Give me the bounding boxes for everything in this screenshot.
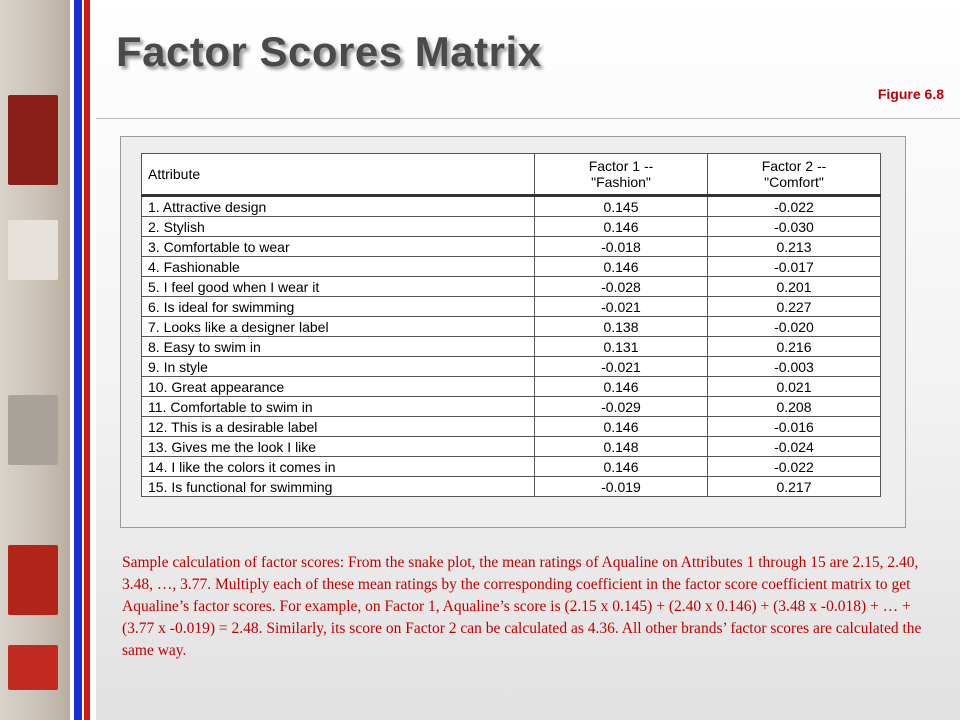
attribute-cell: 2. Stylish xyxy=(142,217,535,237)
decorative-image xyxy=(8,645,58,690)
factor2-cell: -0.022 xyxy=(708,457,881,477)
factor1-cell: 0.146 xyxy=(535,377,708,397)
attribute-cell: 11. Comfortable to swim in xyxy=(142,397,535,417)
factor2-cell: -0.016 xyxy=(708,417,881,437)
factor2-cell: 0.201 xyxy=(708,277,881,297)
factor2-cell: 0.208 xyxy=(708,397,881,417)
factor1-cell: 0.146 xyxy=(535,257,708,277)
divider xyxy=(96,118,960,119)
attribute-cell: 8. Easy to swim in xyxy=(142,337,535,357)
factor2-cell: -0.003 xyxy=(708,357,881,377)
decorative-image xyxy=(8,395,58,465)
slide-content xyxy=(96,0,960,720)
table-body xyxy=(142,196,881,497)
factor-scores-table xyxy=(141,153,881,497)
factor1-cell: 0.146 xyxy=(535,417,708,437)
table-row xyxy=(142,237,881,257)
table-row xyxy=(142,196,881,217)
figure-label: Figure 6.8 xyxy=(877,86,944,102)
table-row xyxy=(142,457,881,477)
red-vertical-bar xyxy=(84,0,90,720)
factor2-cell: -0.030 xyxy=(708,217,881,237)
table-row xyxy=(142,417,881,437)
factor2-cell: 0.213 xyxy=(708,237,881,257)
decorative-image xyxy=(8,545,58,615)
table-row xyxy=(142,297,881,317)
attribute-cell: 15. Is functional for swimming xyxy=(142,477,535,497)
table-row xyxy=(142,357,881,377)
header-factor1 xyxy=(535,154,708,196)
factor2-cell: 0.021 xyxy=(708,377,881,397)
header-attribute xyxy=(142,154,535,196)
factor1-cell: 0.138 xyxy=(535,317,708,337)
attribute-cell: 13. Gives me the look I like xyxy=(142,437,535,457)
factor1-cell: 0.146 xyxy=(535,217,708,237)
factor1-cell: 0.146 xyxy=(535,457,708,477)
factor2-cell: 0.216 xyxy=(708,337,881,357)
table-row xyxy=(142,257,881,277)
factor1-cell: -0.018 xyxy=(535,237,708,257)
header-factor1-line2: "Fashion" xyxy=(591,174,651,190)
calculation-description: Sample calculation of factor scores: From the snake plot, the mean ratings of Aqualine on Attributes 1 through 15 are 2.15, 2.40, 3.48, …, 3.77. Multiply each of these mean ratings by the corresponding coefficient in the factor score coefficient matrix to get Aqualine’s factor scores. For example, on Factor 1, Aqualine’s score is (2.15 x 0.145) + (2.40 x 0.146) + (3.48 x -0.018) + … + (3.77 x -0.019) = 2.48. Similarly, its score on Factor 2 can be calculated as 4.36. All other brands’ factor scores are calculated the same way. xyxy=(122,554,922,659)
table-row xyxy=(142,397,881,417)
table-row xyxy=(142,377,881,397)
table-panel xyxy=(120,136,906,528)
table-row xyxy=(142,317,881,337)
attribute-cell: 12. This is a desirable label xyxy=(142,417,535,437)
attribute-cell: 10. Great appearance xyxy=(142,377,535,397)
header-attribute-label: Attribute xyxy=(148,166,201,182)
factor2-cell: -0.020 xyxy=(708,317,881,337)
attribute-cell: 1. Attractive design xyxy=(142,196,535,217)
factor2-cell: -0.022 xyxy=(708,196,881,217)
attribute-cell: 4. Fashionable xyxy=(142,257,535,277)
factor1-cell: 0.145 xyxy=(535,196,708,217)
factor1-cell: -0.021 xyxy=(535,297,708,317)
table-row xyxy=(142,437,881,457)
header-factor2 xyxy=(708,154,881,196)
table-row xyxy=(142,217,881,237)
factor2-cell: -0.017 xyxy=(708,257,881,277)
factor1-cell: 0.148 xyxy=(535,437,708,457)
attribute-cell: 5. I feel good when I wear it xyxy=(142,277,535,297)
table-row xyxy=(142,477,881,497)
attribute-cell: 3. Comfortable to wear xyxy=(142,237,535,257)
decorative-image xyxy=(8,220,58,280)
table-header-row xyxy=(142,154,881,196)
table-row xyxy=(142,337,881,357)
book-cover-image xyxy=(8,95,58,185)
slide-title: Factor Scores Matrix xyxy=(116,28,542,75)
factor1-cell: -0.021 xyxy=(535,357,708,377)
attribute-cell: 7. Looks like a designer label xyxy=(142,317,535,337)
table-row xyxy=(142,277,881,297)
factor2-cell: -0.024 xyxy=(708,437,881,457)
attribute-cell: 6. Is ideal for swimming xyxy=(142,297,535,317)
blue-vertical-bar xyxy=(74,0,82,720)
attribute-cell: 14. I like the colors it comes in xyxy=(142,457,535,477)
header-factor1-line1: Factor 1 -- xyxy=(588,158,654,174)
header-factor2-line1: Factor 2 -- xyxy=(761,158,827,174)
attribute-cell: 9. In style xyxy=(142,357,535,377)
factor2-cell: 0.227 xyxy=(708,297,881,317)
left-decorative-strip xyxy=(0,0,70,720)
factor1-cell: -0.028 xyxy=(535,277,708,297)
header-factor2-line2: "Comfort" xyxy=(764,174,824,190)
factor1-cell: 0.131 xyxy=(535,337,708,357)
factor2-cell: 0.217 xyxy=(708,477,881,497)
factor1-cell: -0.029 xyxy=(535,397,708,417)
factor1-cell: -0.019 xyxy=(535,477,708,497)
